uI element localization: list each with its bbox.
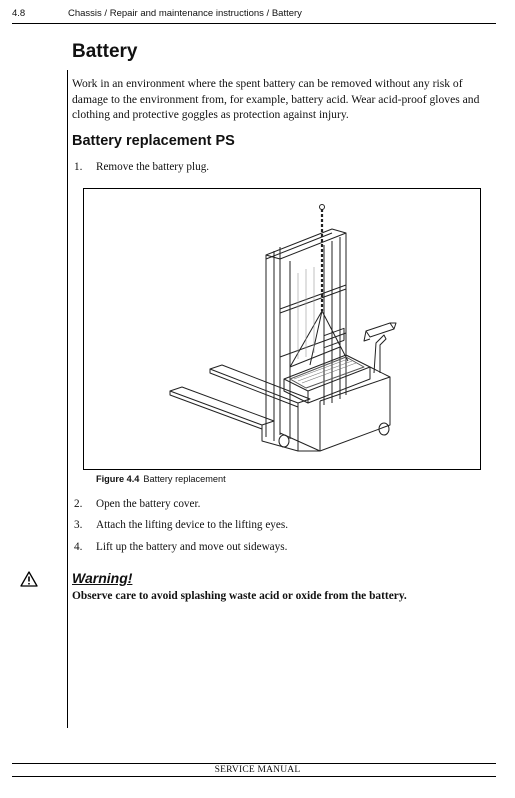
step-number: 1. <box>74 161 83 173</box>
step-text: Lift up the battery and move out sideways. <box>96 541 288 553</box>
section-subtitle: Battery replacement PS <box>72 133 235 149</box>
footer-rule-top <box>12 763 496 764</box>
step-number: 4. <box>74 541 83 553</box>
figure-frame <box>83 188 481 470</box>
step-text: Remove the battery plug. <box>96 161 210 173</box>
pallet-truck-illustration <box>84 189 482 471</box>
step-text: Attach the lifting device to the lifting eyes. <box>96 519 288 531</box>
figure-label: Figure 4.4 <box>96 474 140 484</box>
section-number: 4.8 <box>12 8 26 19</box>
header-breadcrumb: Chassis / Repair and maintenance instructions / Battery <box>68 8 302 19</box>
footer-rule-bottom <box>12 776 496 777</box>
figure-caption-text: Battery replacement <box>143 474 226 484</box>
warning-text: Observe care to avoid splashing waste acid or oxide from the battery. <box>72 590 407 602</box>
warning-title: Warning! <box>72 570 133 586</box>
warning-triangle-icon <box>20 571 38 587</box>
step-text: Open the battery cover. <box>96 498 201 510</box>
margin-rule <box>67 70 68 728</box>
step-number: 3. <box>74 519 83 531</box>
page-title: Battery <box>72 41 138 62</box>
header-rule <box>12 23 496 24</box>
footer-text: SERVICE MANUAL <box>214 765 301 775</box>
step-number: 2. <box>74 498 83 510</box>
figure-caption <box>96 474 226 484</box>
intro-paragraph: Work in an environment where the spent battery can be removed without any risk of damage to the environment from, for example, battery acid. Wear acid-proof gloves and clothing and protective goggles as protection against injury. <box>72 77 480 121</box>
